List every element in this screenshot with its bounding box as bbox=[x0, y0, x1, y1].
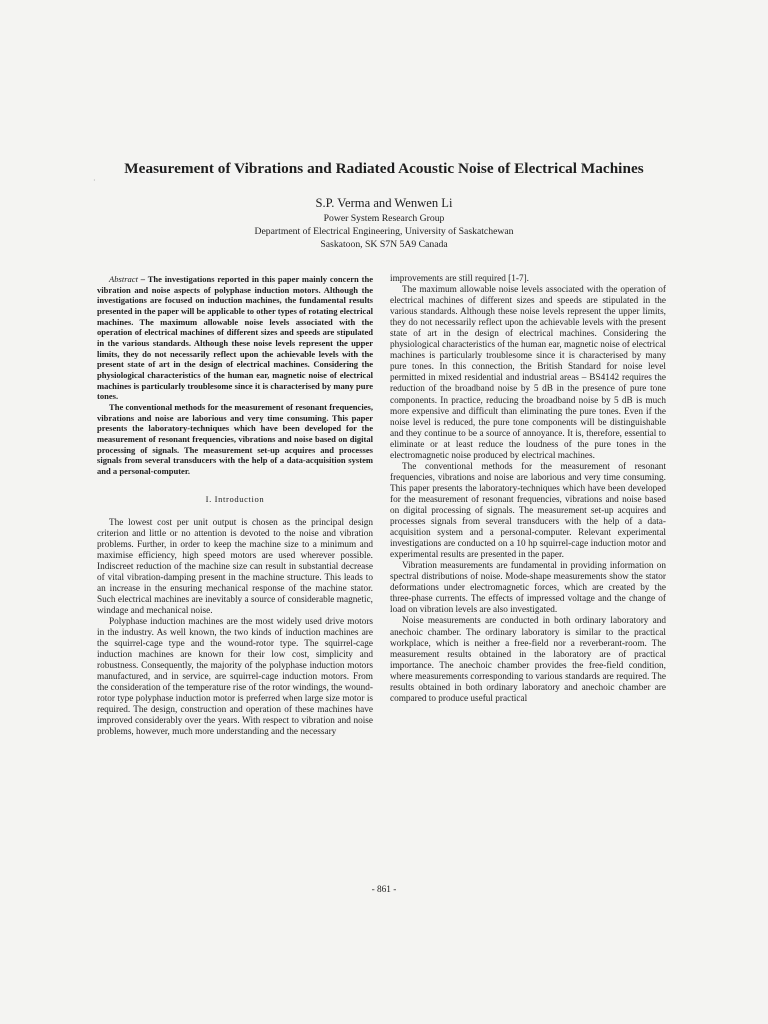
paper-authors: S.P. Verma and Wenwen Li bbox=[315, 196, 453, 210]
section-heading-introduction: I. Introduction bbox=[205, 494, 265, 505]
affiliation-department: Department of Electrical Engineering, University of Saskatchewan bbox=[254, 226, 514, 237]
right-paragraph-noise-measurements: Noise measurements are conducted in both ordinary laboratory and anechoic chamber. The ordinary laboratory is similar to the practical workplace, which is neither a free-field nor a reverberant-room. The measurement results obtained in the laboratory are of practical importance. The anechoic chamber provides the free-field condition, where measurements corresponding to various standards are required. The results obtained in both ordinary laboratory and anechoic chamber are compared to produce useful practical bbox=[390, 616, 666, 704]
right-column bbox=[390, 274, 666, 705]
right-paragraph-vibration: Vibration measurements are fundamental in providing information on spectral distributions of noise. Mode-shape measurements show the stator deformations under electromagnetic forces, which are created by the three-phase currents. The effects of impressed voltage and the change of load on vibration levels are also investigated. bbox=[390, 561, 666, 616]
right-paragraph-continuation: improvements are still required [1-7]. bbox=[390, 274, 529, 284]
paper-title: Measurement of Vibrations and Radiated Acoustic Noise of Electrical Machines bbox=[124, 160, 644, 177]
abstract-paragraph-2: The conventional methods for the measurement of resonant frequencies, vibrations and noise are laborious and very time consuming. This paper presents the laboratory-techniques which have been developed for the measurement of resonant frequencies, vibrations and noise based on digital processing of signals. The measurement set-up acquires and processes signals from several transducers with the help of a data-acquisition system and a personal-computer. bbox=[97, 401, 373, 476]
affiliation-group: Power System Research Group bbox=[323, 213, 445, 224]
left-column bbox=[97, 274, 373, 738]
right-paragraph-noise-levels: The maximum allowable noise levels associated with the operation of electrical machines of different sizes and speeds are stipulated in the various standards. Although these noise levels represent the upper limits, they do not necessarily reflect upon the achievable levels with the present state of art in the design of electrical machines. Considering the physiological characteristics of the human ear, magnetic noise of electrical machines is particularly troublesome since it is characterised by many pure tones. In this connection, the British Standard for noise level permitted in mixed residential and industrial areas – BS4142 requires the reduction of the broadband noise by 5 dB in the presence of pure tone components. In practice, reducing the broadband noise by 5 dB is much more expensive and difficult than eliminating the pure tones. Even if the noise level is reduced, the pure tone components will be distinguishable and they continue to be a source of annoyance. It is, therefore, essential to eliminate or at least reduce the loudness of the pure tones in the electromagnetic noise produced by electrical machines. bbox=[390, 285, 666, 461]
affiliation-address: Saskatoon, SK S7N 5A9 Canada bbox=[320, 239, 448, 250]
intro-paragraph-1: The lowest cost per unit output is chosen as the principal design criterion and little or no attention is devoted to the noise and vibration problems. Further, in order to keep the machine size to a minimum and maximise efficiency, high speed motors are used wherever possible. Indiscreet reduction of the machine size can result in substantial decrease of vital vibration-damping present in the machine structure. This leads to an increase in the ensuring mechanical response of the machine stator. Such electrical machines are inevitably a source of considerable magnetic, windage and mechanical noise. bbox=[97, 517, 373, 616]
abstract-label: Abstract bbox=[109, 274, 138, 284]
page-number: - 861 - bbox=[371, 885, 397, 895]
scan-speck: · bbox=[93, 176, 96, 185]
abstract-text-1: – The investigations reported in this paper mainly concern the vibration and noise aspects of polyphase induction motors. Although the investigations are focused on induction machines, the fundamental results presented in the paper will be applicable to other types of rotating electrical machines. The maximum allowable noise levels associated with the operation of electrical machines of different sizes and speeds are stipulated in the various standards. Although these noise levels represent the upper limits, they do not necessarily reflect upon the achievable levels with the present state of art in the design of electrical machines. Considering the physiological characteristics of the human ear, magnetic noise of electrical machines is particularly troublesome since it is characterised by many pure tones. bbox=[97, 274, 374, 402]
abstract-paragraph-1 bbox=[97, 274, 373, 402]
intro-paragraph-2: Polyphase induction machines are the most widely used drive motors in the industry. As well known, the two kinds of induction machines are the squirrel-cage type and the wound-rotor type. The squirrel-cage induction machines are known for their low cost, simplicity and robustness. Consequently, the majority of the polyphase induction motors manufactured, and in service, are squirrel-cage induction motors. From the consideration of the temperature rise of the rotor windings, the wound-rotor type polyphase induction motor is preferred when large size motor is required. The design, construction and operation of these machines have improved considerably over the years. With respect to vibration and noise problems, however, much more understanding and the necessary bbox=[97, 616, 373, 738]
right-paragraph-methods: The conventional methods for the measurement of resonant frequencies, vibrations and noise are laborious and very time consuming. This paper presents the laboratory-techniques which have been developed for the measurement of resonant frequencies, vibrations and noise based on digital processing of signals. The measurement set-up acquires and processes signals from several transducers with the help of a data-acquisition system and a personal-computer. Relevant experimental investigations are conducted on a 10 hp squirrel-cage induction motor and experimental results are presented in the paper. bbox=[390, 461, 666, 561]
